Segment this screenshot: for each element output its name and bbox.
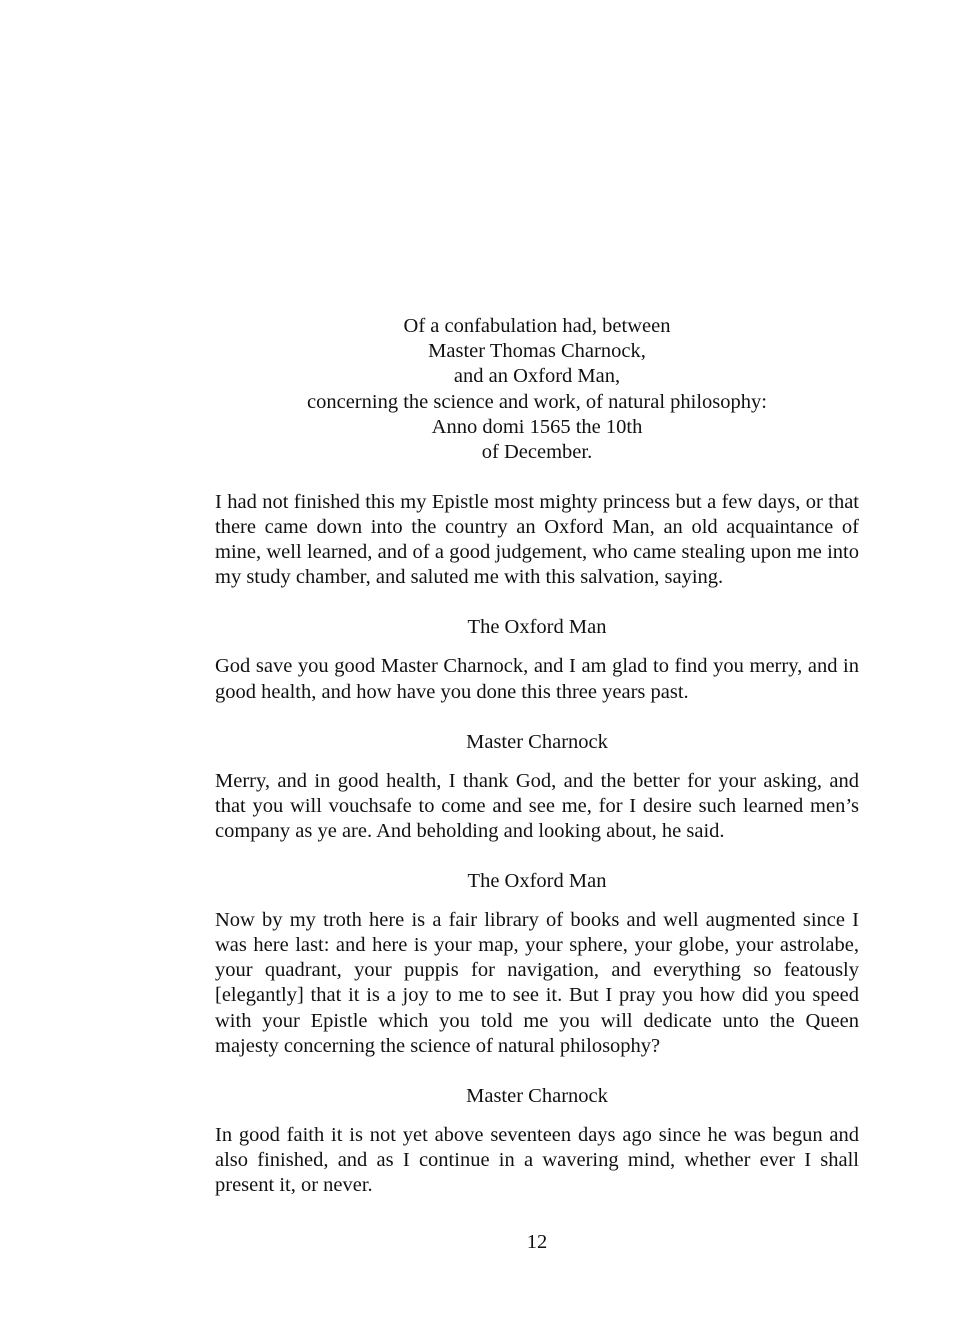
dialogue-paragraph: God save you good Master Charnock, and I am glad to find you merry, and in good health, and how have you done this three years past.	[215, 655, 859, 703]
speaker-label: Master Charnock	[466, 730, 608, 753]
page-number: 12	[526, 1231, 548, 1253]
dialogue-paragraph: Now by my troth here is a fair library of books and well augmented since I was here last: and here is your map, your sphere, your globe, your astrolabe, your quadrant, your puppis for navigation, and everything so featously [elegantly] that it is a joy to me to see it. But I pray you how did you speed with your Epistle which you told me you will dedicate unto the Queen majesty concerning the science of natural philosophy?	[215, 909, 859, 1057]
heading-line: Of a confabulation had, between	[403, 315, 671, 337]
dialogue-paragraph: Merry, and in good health, I thank God, and the better for your asking, and that you will vouchsafe to come and see me, for I desire such learned men’s company as ye are. And beholding and looking about, he said.	[215, 769, 859, 842]
dialogue-paragraph: In good faith it is not yet above seventeen days ago since he was begun and also finished, and as I continue in a wavering mind, whether ever I shall present it, or never.	[215, 1123, 859, 1196]
heading-line: and an Oxford Man,	[453, 365, 621, 388]
intro-paragraph: I had not finished this my Epistle most mighty princess but a few days, or that there came down into the country an Oxford Man, an old acquaintance of mine, well learned, and of a good judgement, who came stealing upon me into my study chamber, and saluted me with this salvation, saying.	[215, 491, 859, 589]
heading-line: of December.	[481, 441, 593, 464]
heading-line: Master Thomas Charnock,	[428, 340, 646, 363]
chapter-heading	[215, 314, 859, 465]
speaker-label: The Oxford Man	[467, 616, 607, 639]
speaker-label: Master Charnock	[466, 1084, 608, 1107]
body-text	[215, 490, 859, 1198]
heading-line: concerning the science and work, of natural philosophy:	[307, 390, 767, 413]
heading-line: Anno domi 1565 the 10th	[431, 415, 643, 438]
speaker-label: The Oxford Man	[467, 870, 607, 893]
